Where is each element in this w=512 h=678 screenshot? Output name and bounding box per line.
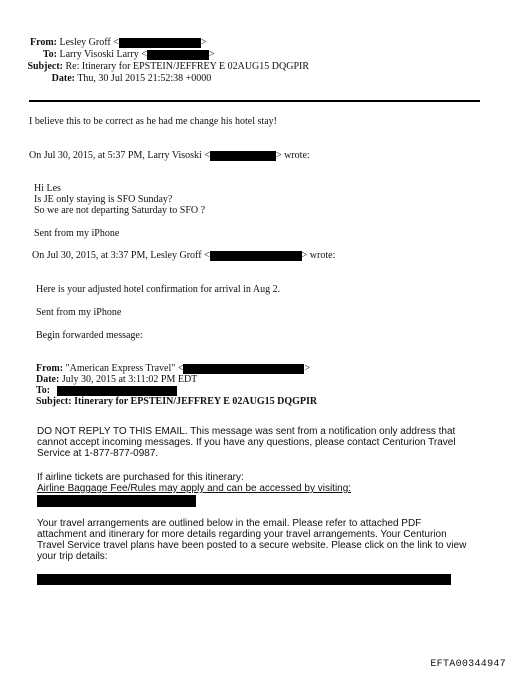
quote-1-signature: Sent from my iPhone: [34, 228, 120, 239]
header-divider: [29, 100, 480, 102]
forwarded-date-label: Date:: [36, 374, 60, 385]
travel-arrangements-line-2: attachment and itinerary for more details regarding your travel arrangements. Your Centurion: [37, 529, 447, 540]
forwarded-date-value: July 30, 2015 at 3:11:02 PM EDT: [61, 374, 198, 385]
amex-notice-line-2: cannot accept incoming messages. If you have any questions, please contact Centurion Travel: [37, 437, 456, 448]
quote-2-attribution: On Jul 30, 2015, at 3:37 PM, Lesley Groff < > wrote:: [32, 250, 336, 261]
quote-1-question-2: So we are not departing Saturday to SFO ?: [34, 205, 206, 216]
header-subject-value: Re: Itinerary for EPSTEIN/JEFFREY E 02AUG15 DQGPIR: [65, 61, 310, 72]
quote-1-attribution: On Jul 30, 2015, at 5:37 PM, Larry Visoski < > wrote:: [29, 150, 310, 161]
redaction-bar: [57, 386, 177, 396]
header-to-value: Larry Visoski Larry <: [59, 49, 147, 60]
redaction-bar: [210, 151, 276, 161]
redaction-bar: [183, 364, 304, 374]
travel-arrangements-line-4: your trip details:: [37, 551, 108, 562]
body-line-1: I believe this to be correct as he had me change his hotel stay!: [29, 116, 277, 127]
forwarded-from-row: From: "American Express Travel" < >: [36, 363, 311, 374]
forwarded-subject-row: [36, 396, 317, 408]
amex-notice-line-3: Service at 1-877-877-0987.: [37, 448, 159, 459]
redaction-bar: [37, 495, 196, 507]
forwarded-from-value: "American Express Travel" <: [65, 363, 184, 374]
redaction-bar: [210, 251, 302, 261]
header-to-row: To: Larry Visoski Larry < >: [0, 49, 214, 61]
header-from-row: From: Lesley Groff < >: [0, 37, 206, 49]
forwarded-from-label: From:: [36, 363, 64, 374]
travel-arrangements-line-3: Travel Service travel plans have been posted to a secure website. Please click on the link to view: [37, 540, 467, 551]
begin-forwarded-label: Begin forwarded message:: [36, 330, 143, 341]
travel-arrangements-line-1: Your travel arrangements are outlined below in the email. Please refer to attached PDF: [37, 518, 422, 529]
forwarded-subject-label: Subject:: [36, 396, 72, 407]
redaction-bar: [37, 574, 451, 585]
header-from-value: Lesley Groff <: [59, 37, 119, 48]
quote-1-question-1: Is JE only staying is SFO Sunday?: [34, 194, 173, 205]
header-from-label: From:: [29, 37, 57, 48]
header-subject-row: [0, 61, 309, 73]
quote-2-message: Here is your adjusted hotel confirmation for arrival in Aug 2.: [36, 284, 281, 295]
header-to-label: To:: [42, 49, 57, 60]
quote-1-hi: Hi Les: [34, 183, 61, 194]
amex-notice-line-1: DO NOT REPLY TO THIS EMAIL. This message was sent from a notification only address that: [37, 426, 456, 437]
redaction-bar: [147, 50, 209, 60]
airline-tickets-line: If airline tickets are purchased for this itinerary:: [37, 472, 244, 483]
baggage-fee-link[interactable]: Airline Baggage Fee/Rules may apply and can be accessed by visiting:: [37, 483, 352, 494]
header-subject-label: Subject:: [27, 61, 63, 72]
header-date-row: [0, 73, 211, 85]
forwarded-subject-value: Itinerary for EPSTEIN/JEFFREY E 02AUG15 DQGPIR: [74, 396, 318, 407]
bates-number: EFTA00344947: [430, 659, 506, 670]
quote-2-signature: Sent from my iPhone: [36, 307, 122, 318]
header-date-label: Date:: [51, 73, 75, 84]
redaction-bar: [119, 38, 201, 48]
header-date-value: Thu, 30 Jul 2015 21:52:38 +0000: [77, 73, 212, 84]
forwarded-to-label: To:: [36, 385, 51, 396]
